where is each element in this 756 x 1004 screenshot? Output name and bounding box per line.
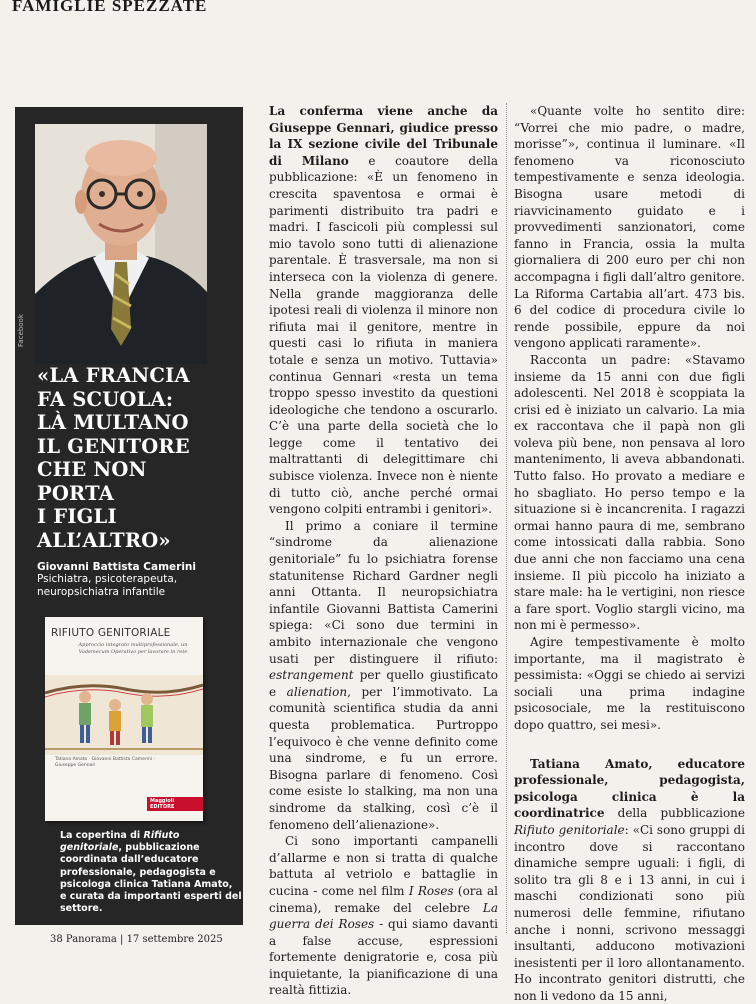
book-caption <box>60 830 242 915</box>
book-title: RIFIUTO GENITORIALE <box>51 627 171 639</box>
text-run: Ci sono importanti campanelli d’allarme e non si tratta di qualche battuta al vetriolo e battaglie in cucina - come nel film <box>269 834 498 898</box>
article-column-1 <box>269 103 498 999</box>
pull-quote-line: LÀ MULTANO <box>37 411 189 434</box>
footer-separator: | <box>120 934 124 945</box>
pull-quote-line: «LA FRANCIA <box>37 364 190 387</box>
text-run: , per l’immotivato. La comunità scientifica studia da anni questa problematica. Purtroppo l’equivoco è che venne definito come una sindrome, e fu un errore. Bisogna parlare di fenomeno. Così come esiste lo stalking, ma non una sindrome da stalking, così c’è il fenomeno dell’alienazione». <box>269 684 498 832</box>
lead-bold: Tatiana Amato, educatore professionale, pedagogista, psicologa clinica è la coordinatrice <box>514 756 745 821</box>
book-cover <box>45 617 203 821</box>
issue-date: 17 settembre 2025 <box>126 934 223 945</box>
paragraph: Agire tempestivamente è molto importante, ma il magistrato è pessimista: «Oggi se chiedo ai servizi sociali una prima indagine psicosociale, me la restituiscono dopo quattro, sei mesi». <box>514 635 745 732</box>
paragraph <box>269 103 498 518</box>
person-role: Psichiatra, psicoterapeuta, neuropsichiatra infantile <box>37 573 178 598</box>
paragraph <box>269 518 498 833</box>
paragraph: «Quante volte ho sentito dire: “Vorrei che mio padre, o madre, morisse”», continua il luminare. «Il fenomeno va riconosciuto tempestivamente e senza ideologia. Bisogna usare metodi di riavvicinamento guidato e i provvedimenti sanzionatori, come fanno in Francia, ossia la multa giornaliera di 200 euro per chi non accompagna i figli dall’altro genitore. La Riforma Cartabia all’art. 473 bis. 6 del codice di procedura civile lo rende possibile, eppure da noi vengono applicati raramente». <box>514 104 745 351</box>
pull-quote-line: PORTA <box>37 481 115 505</box>
paragraph <box>269 833 498 999</box>
pull-quote <box>37 364 237 552</box>
italic-term: estrangement <box>269 668 354 683</box>
italic-title: La guerra dei Roses <box>269 900 498 932</box>
italic-title: Rifiuto genitoriale <box>514 822 625 837</box>
text-run: : «Ci sono gruppi di incontro dove si raccontano dinamiche sempre uguali: i figli, di solito tra gli 8 e i 13 anni, in cui i maschi condizionati sono più numerosi delle femmine, rifiutano anche i nonni, scrivono messaggi insultanti, adducono motivazioni inesistenti per il loro allontanamento. Ho incontrato genitori distrutti, che non li vedono da 15 anni, <box>514 822 745 1003</box>
pull-quote-line: FA SCUOLA: <box>37 387 174 411</box>
page-number: 38 <box>50 934 63 945</box>
italic-title: I Roses <box>408 883 454 898</box>
book-authors: Tatiana Amato · Giovanni Battista Camerini · Giuseppe Gennari <box>55 757 155 768</box>
section-kicker: FAMIGLIE SPEZZATE <box>12 0 208 15</box>
person-name: Giovanni Battista Camerini <box>37 561 197 573</box>
portrait-photo <box>35 124 207 364</box>
magazine-name: Panorama <box>65 934 117 945</box>
text-run: per quello giustificato e <box>269 668 498 699</box>
sidebar-box <box>15 107 243 925</box>
publisher-logo: Maggioli EDITORE <box>147 797 203 811</box>
caption-text: , pubblicazione coordinata dall’educatore professionale, pedagogista e psicologa clinica Tatiana Amato, e curata da importanti esperti del settore. <box>60 842 242 915</box>
pull-quote-line: IL GENITORE <box>37 434 190 458</box>
article-column-2 <box>514 103 745 1004</box>
pull-quote-line: I FIGLI <box>37 505 117 528</box>
book-subtitle: Approccio integrato multiprofessionale, un Vademecum Operativo per lavorare in rete <box>78 642 188 655</box>
text-run: della pubblicazione <box>604 806 745 821</box>
paragraph <box>514 756 745 1004</box>
paragraph: Racconta un padre: «Stavamo insieme da 15 anni con due figli adolescenti. Nel 2018 è scoppiata la crisi ed è iniziato un calvario. La mia ex raccontava che il papà non gli voleva più bene, non pensava al loro mantenimento, li aveva abbandonati. Tutto falso. Ho provato a mediare e ho sbagliato. Ho perso tempo e la situazione si è incancrenita. I ragazzi ormai hanno paura di me, sembrano come intossicati dalla rabbia. Sono due anni che non facciamo una cena insieme. Il più piccolo ha iniziato a stare male: ha le vertigini, non riesce a fare sport. Voglio stargli vicino, ma non mi è permesso». <box>514 352 745 633</box>
text-run: - qui siamo davanti a false accuse, espressioni fortemente denigratorie e, cosa più inquietante, la pianificazione di una realtà fittizia. <box>269 917 498 998</box>
pull-quote-line: ALL’ALTRO» <box>37 528 171 552</box>
italic-term: alienation <box>286 684 348 699</box>
page-footer <box>50 934 223 945</box>
pull-quote-line: CHE NON <box>37 458 147 481</box>
text-run: e coautore della pubblicazione: «È un fenomeno in crescita spaventosa e ormai è parimenti distribuito tra padri e madri. I fascicoli più complessi sul mio tavolo sono tutti di alienazione parentale. È trasversale, ma non si interseca con la violenza di genere. Nella grande maggioranza delle ipotesi reali di violenza il minore non rifiuta mai il genitore, mentre in questi casi lo rifiuta in maniera totale e senza un motivo. Tuttavia» continua Gennari «resta un tema troppo spesso investito da questioni ideologiche che tendono a oscurarlo. C’è una parte della società che lo legge come il tentativo dei maltrattanti di delegittimare chi subisce violenza. Invece non è niente di tutto ciò, anche perché ormai vengono colpiti entrambi i genitori». <box>269 153 499 517</box>
caption-book-title: Rifiuto genitoriale <box>60 830 180 854</box>
text-run: Il primo a coniare il termine “sindrome da alienazione genitoriale” fu lo psichiatra forense statunitense Richard Gardner negli anni Ottanta. Il neuropsichiatra infantile Giovanni Battista Camerini spiega: «Ci sono due termini in ambito internazionale che vengono usati per distinguere il rifiuto: <box>269 518 498 666</box>
book-illustration <box>45 675 203 755</box>
lead-bold: La conferma viene anche da Giuseppe Gennari, giudice presso la IX sezione civile del Tribunale di Milano <box>269 104 498 168</box>
photo-credit: Facebook <box>17 314 25 347</box>
column-divider <box>506 103 507 933</box>
caption-text: La copertina di <box>60 830 144 841</box>
portrait-illustration <box>35 124 207 364</box>
text-run: (ora al cinema), remake del celebre <box>269 883 498 915</box>
